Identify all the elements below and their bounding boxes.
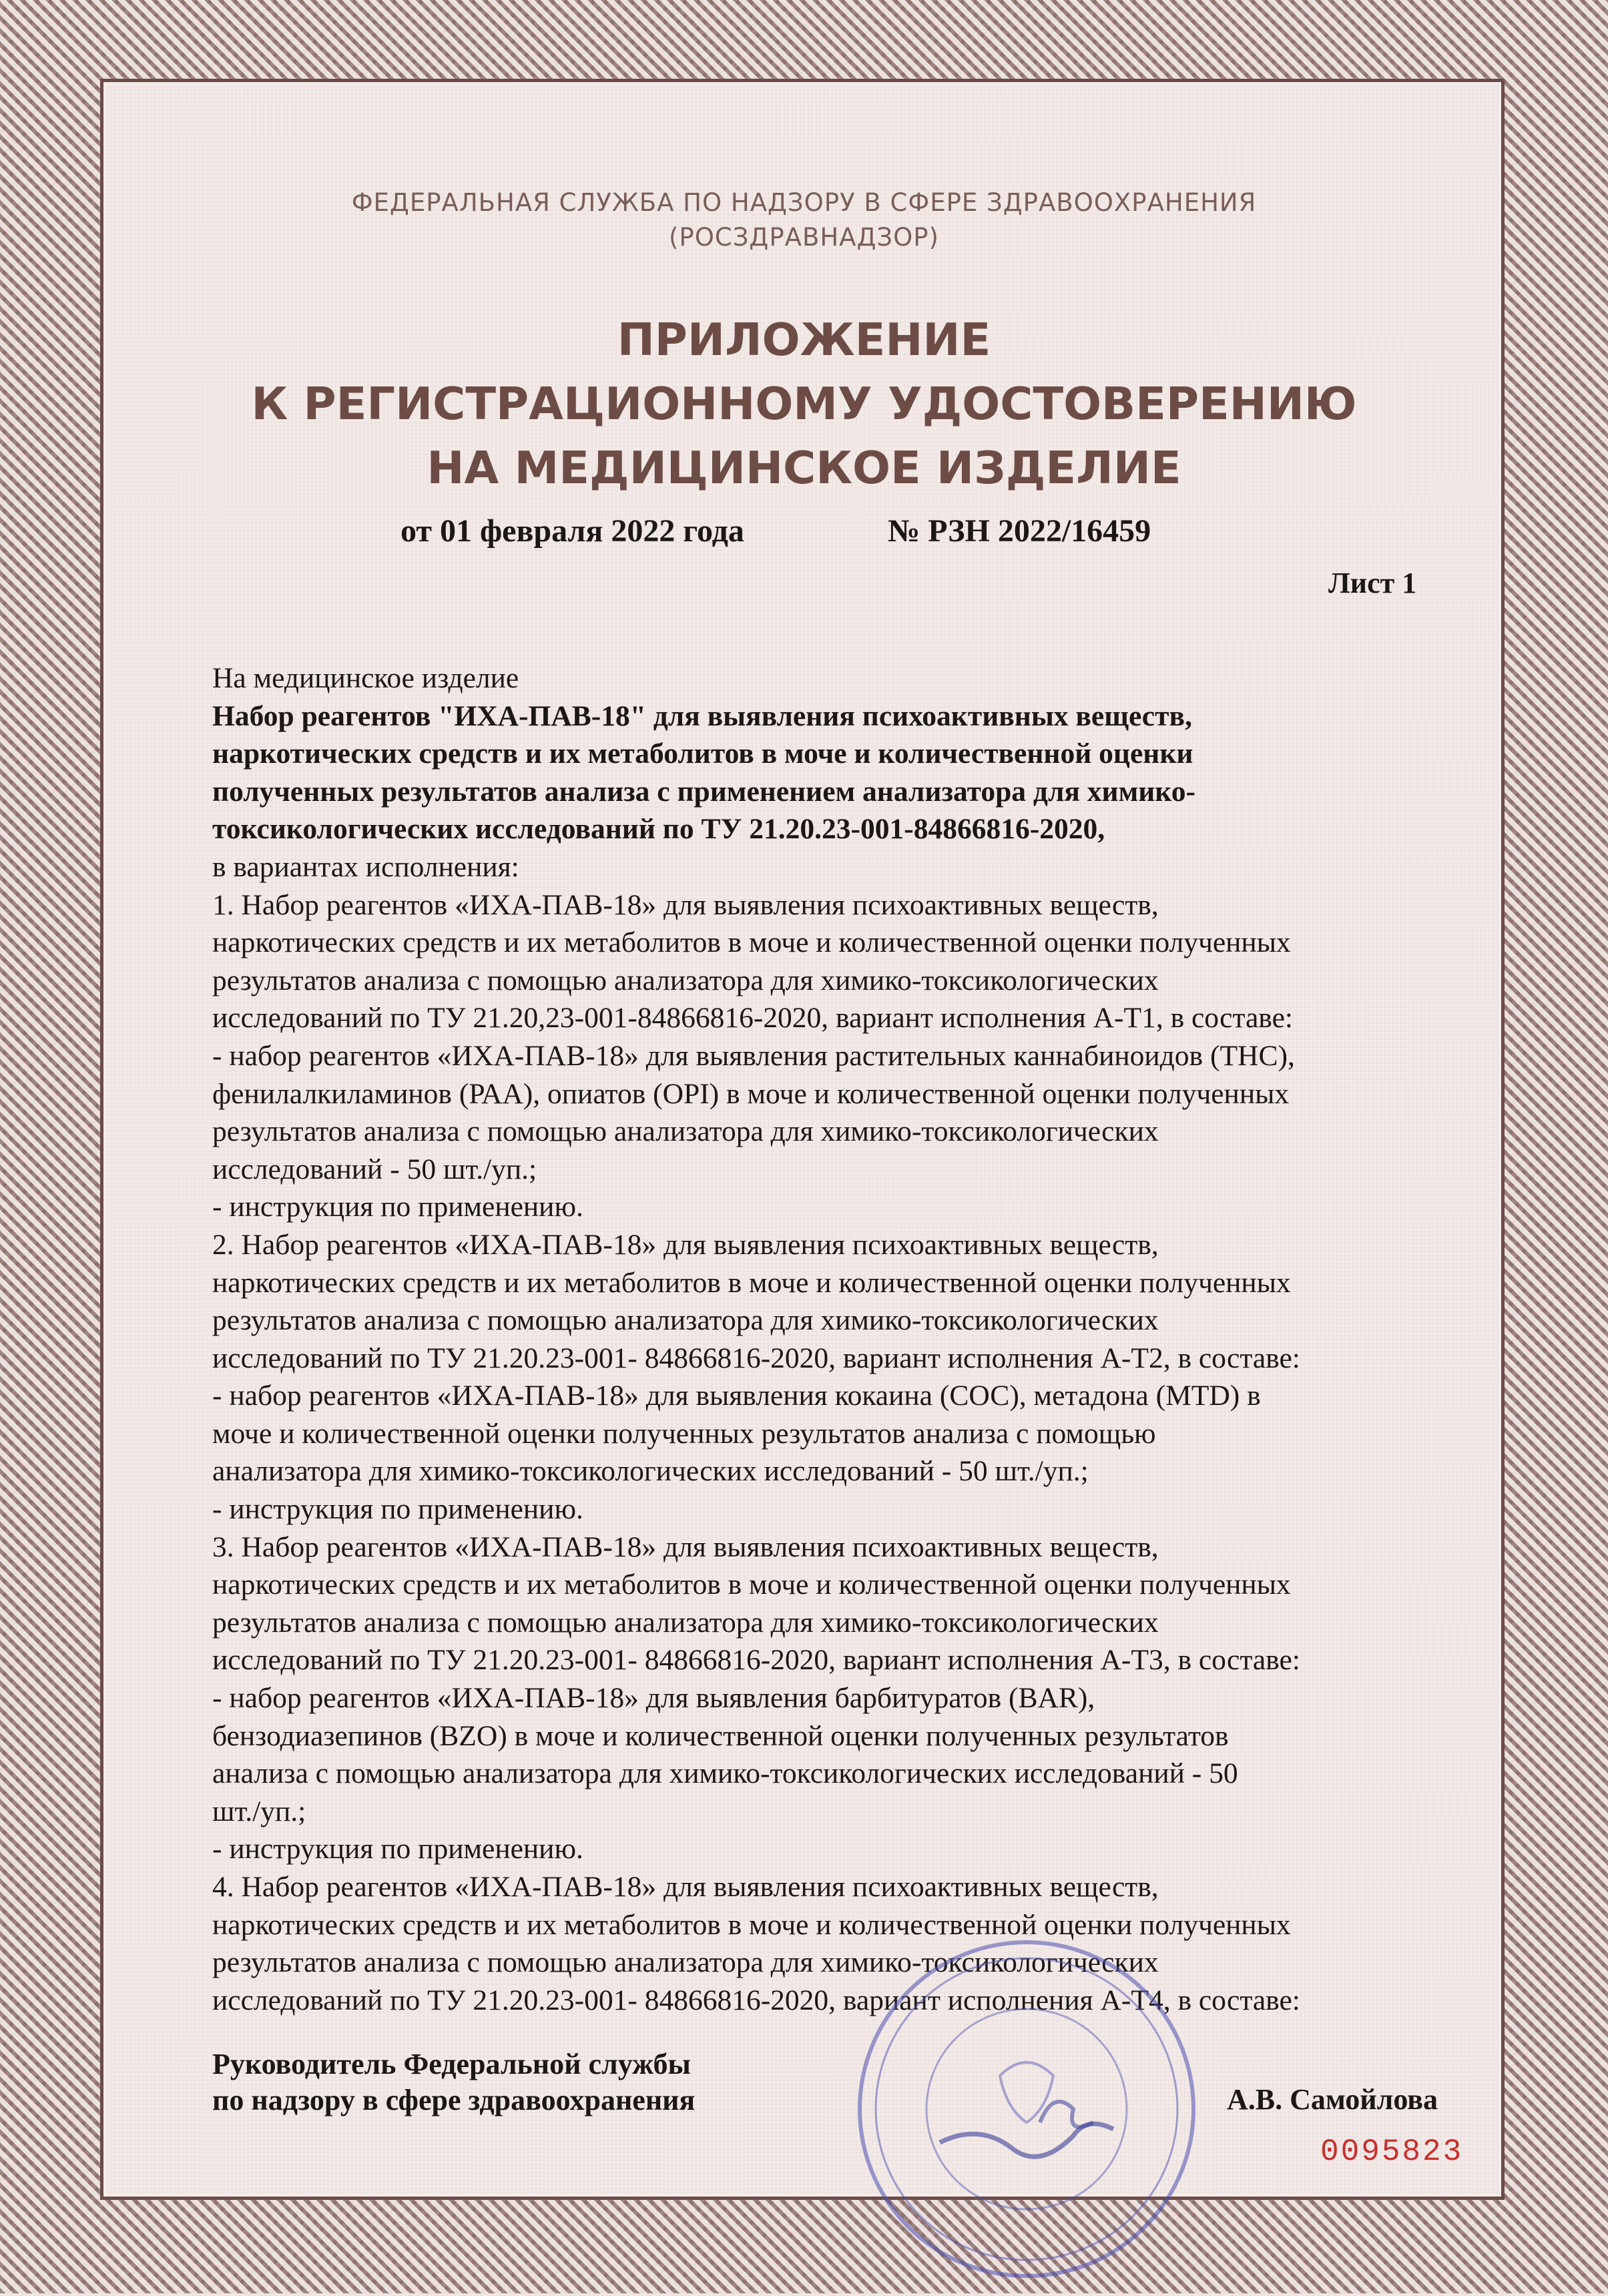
position-line: по надзору в сфере здравоохранения (212, 2084, 696, 2116)
document-body (212, 659, 1467, 2019)
body-line: 4. Набор реагентов «ИХА-ПАВ-18» для выявления психоактивных веществ, (212, 1871, 1159, 1903)
body-line: токсикологических исследований по ТУ 21.20.23-001-84866816-2020, (212, 813, 1105, 846)
body-line: наркотических средств и их метаболитов в моче и количественной оценки полученных (212, 1266, 1291, 1299)
body-line: результатов анализа с помощью анализатора для химико-токсикологических (212, 964, 1159, 996)
serial-number: 0095823 (1320, 2134, 1464, 2169)
official-seal (840, 1922, 1214, 2296)
position-line: Руководитель Федеральной службы (212, 2048, 691, 2080)
agency-abbreviation: (РОСЗДРАВНАДЗОР) (669, 223, 939, 252)
body-line: результатов анализа с помощью анализатора для химико-токсикологических (212, 1606, 1159, 1639)
body-line: наркотических средств и их метаболитов в моче и количественной оценки полученных (212, 926, 1291, 959)
body-line: 3. Набор реагентов «ИХА-ПАВ-18» для выявления психоактивных веществ, (212, 1530, 1159, 1563)
body-line: анализатора для химико-токсикологических исследований - 50 шт./уп.; (212, 1455, 1089, 1488)
body-line: Набор реагентов "ИХА-ПАВ-18" для выявления психоактивных веществ, (212, 699, 1192, 732)
document-title-line3: НА МЕДИЦИНСКОЕ ИЗДЕЛИЕ (427, 442, 1181, 494)
body-line: исследований по ТУ 21.20.23-001- 84866816-2020, вариант исполнения А-Т3, в составе: (212, 1644, 1300, 1677)
body-line: в вариантах исполнения: (212, 850, 519, 883)
body-line: - набор реагентов «ИХА-ПАВ-18» для выявления растительных каннабиноидов (ТНС), (212, 1039, 1295, 1072)
body-line: 2. Набор реагентов «ИХА-ПАВ-18» для выявления психоактивных веществ, (212, 1228, 1159, 1261)
body-line: результатов анализа с помощью анализатора для химико-токсикологических (212, 1946, 1159, 1979)
body-line: исследований по ТУ 21.20.23-001- 84866816-2020, вариант исполнения А-Т4, в составе: (212, 1984, 1300, 2016)
body-line: фенилалкиламинов (РАА), опиатов (OPI) в моче и количественной оценки полученных (212, 1077, 1290, 1110)
signatory-name: А.В. Самойлова (1227, 2083, 1438, 2116)
body-line: наркотических средств и их метаболитов в моче и количественной оценки полученных (212, 1568, 1291, 1601)
body-line: полученных результатов анализа с применением анализатора для химико- (212, 775, 1195, 808)
body-line: бензодиазепинов (BZO) в моче и количественной оценки полученных результатов (212, 1719, 1229, 1752)
body-line: - инструкция по применению. (212, 1493, 583, 1526)
body-line: На медицинское изделие (212, 662, 519, 694)
signature-stroke (940, 2124, 1113, 2157)
body-line: - набор реагентов «ИХА-ПАВ-18» для выявления барбитуратов (BAR), (212, 1682, 1095, 1715)
issue-date: от 01 февраля 2022 года (400, 513, 744, 549)
body-line: исследований - 50 шт./уп.; (212, 1153, 537, 1185)
body-line: наркотических средств и их метаболитов в моче и количественной оценки (212, 738, 1193, 770)
body-line: - инструкция по применению. (212, 1191, 583, 1223)
agency-name: ФЕДЕРАЛЬНАЯ СЛУЖБА ПО НАДЗОРУ В СФЕРЕ ЗДРАВООХРАНЕНИЯ (351, 188, 1257, 217)
signatory-position (212, 2046, 695, 2118)
document-title-line1: ПРИЛОЖЕНИЕ (617, 314, 991, 366)
body-line: 1. Набор реагентов «ИХА-ПАВ-18» для выявления психоактивных веществ, (212, 888, 1159, 921)
body-line: результатов анализа с помощью анализатора для химико-токсикологических (212, 1304, 1159, 1337)
body-line: анализа с помощью анализатора для химико-токсикологических исследований - 50 (212, 1757, 1238, 1790)
document-title-line2: К РЕГИСТРАЦИОННОМУ УДОСТОВЕРЕНИЮ (251, 378, 1357, 430)
registration-number: № РЗН 2022/16459 (888, 513, 1151, 549)
body-line: исследований по ТУ 21.20.23-001- 84866816-2020, вариант исполнения А-Т2, в составе: (212, 1342, 1300, 1374)
body-line: - набор реагентов «ИХА-ПАВ-18» для выявления кокаина (СОС), метадона (MTD) в (212, 1380, 1261, 1412)
body-line: шт./уп.; (212, 1795, 306, 1827)
sheet-number: Лист 1 (1328, 567, 1417, 599)
body-line: наркотических средств и их метаболитов в моче и количественной оценки полученных (212, 1908, 1291, 1941)
body-line: исследований по ТУ 21.20,23-001-84866816-2020, вариант исполнения А-Т1, в составе: (212, 1002, 1293, 1035)
body-line: моче и количественной оценки полученных результатов анализа с помощью (212, 1417, 1156, 1450)
body-line: - инструкция по применению. (212, 1833, 583, 1866)
body-line: результатов анализа с помощью анализатора для химико-токсикологических (212, 1115, 1159, 1148)
